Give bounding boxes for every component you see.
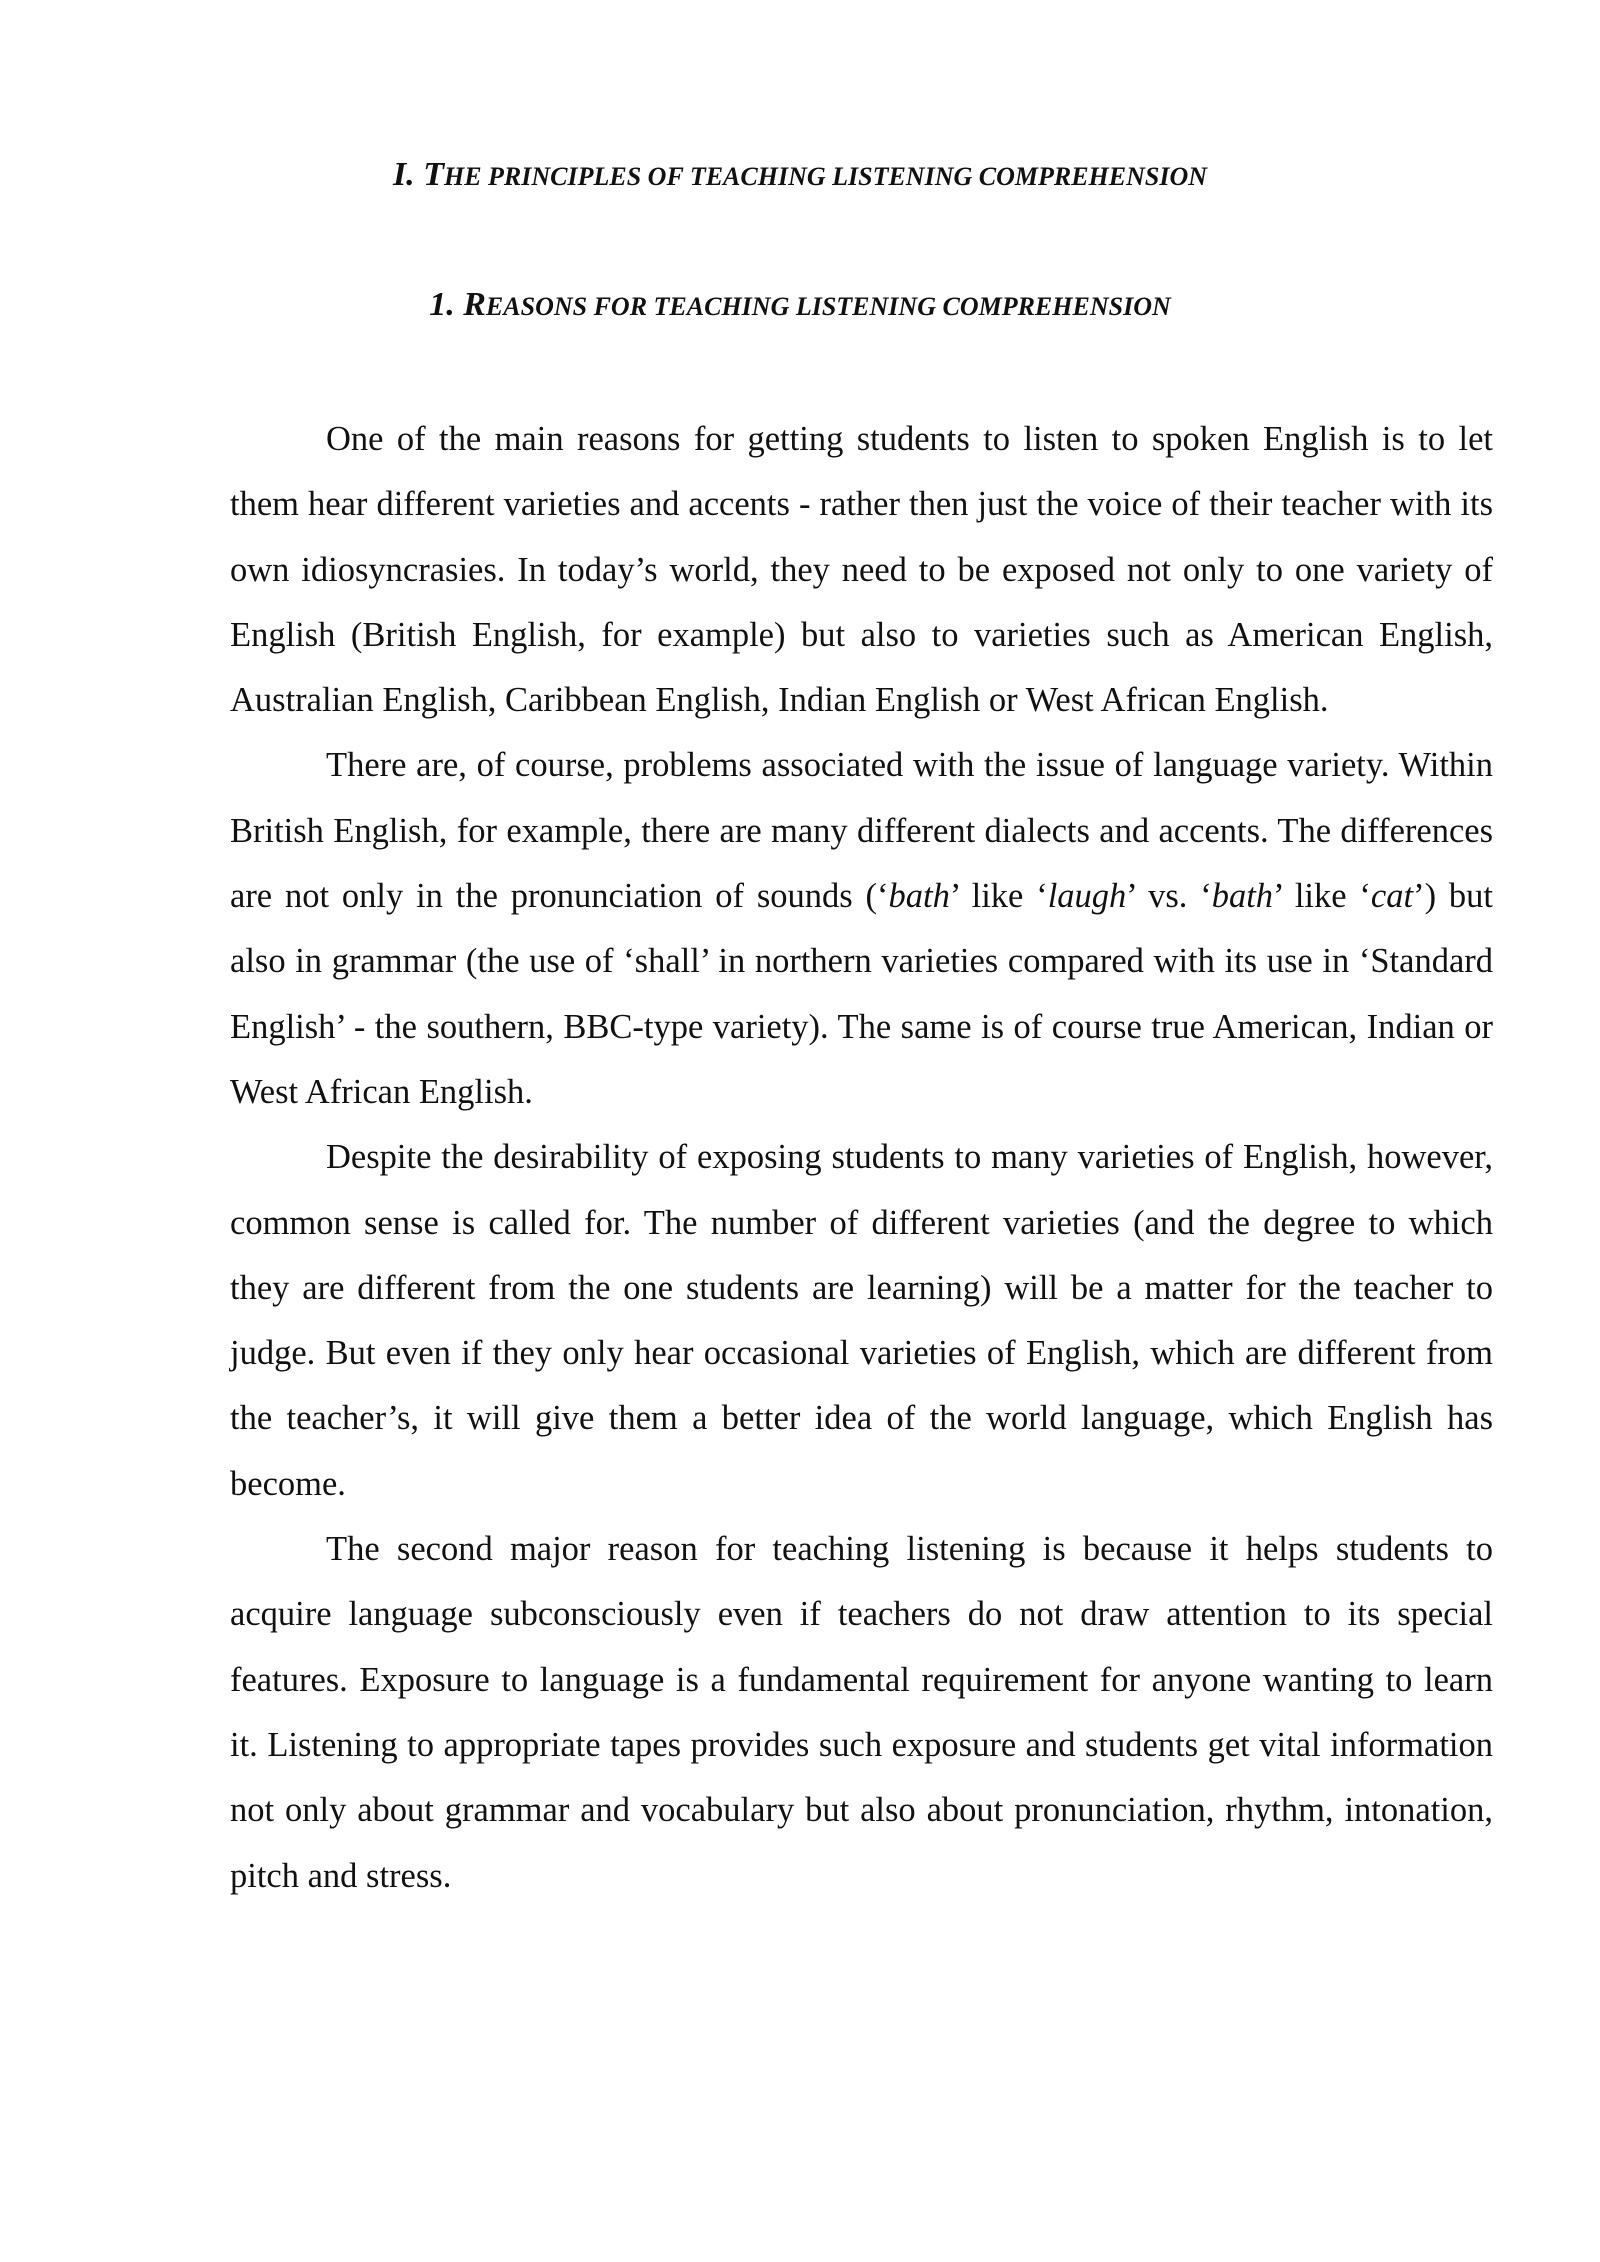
paragraph-2-text: ’ vs. ‘: [1126, 877, 1212, 916]
section-title-rest: EASONS FOR TEACHING LISTENING COMPREHENSION: [485, 292, 1171, 321]
chapter-number: I.: [392, 156, 424, 193]
chapter-heading: [0, 156, 1600, 194]
italic-term: bath: [1211, 877, 1274, 916]
italic-term: laugh: [1047, 877, 1127, 916]
paragraph-2-text: ’) but also in grammar (the use of ‘shall’ in northern varieties compared with its use in ‘Standard English’ - the southern, BBC-type variety). The same is of course true American, Indian or West African English.: [230, 877, 1493, 1111]
paragraph-2-text: ’ like ‘: [949, 877, 1048, 916]
section-heading: [0, 286, 1600, 324]
paragraph-2: [230, 733, 1493, 1125]
italic-term: cat: [1370, 877, 1414, 916]
italic-term: bath: [888, 877, 950, 916]
paragraph-4: The second major reason for teaching listening is because it helps students to acquire language subconsciously even if teachers do not draw attention to its special features. Exposure to language is a fundamental requirement for anyone wanting to learn it. Listening to appropriate tapes provides such exposure and students get vital information not only about grammar and vocabulary but also about pronunciation, rhythm, intonation, pitch and stress.: [230, 1530, 1493, 1895]
section-number: 1.: [429, 286, 464, 323]
chapter-title-initial: T: [423, 156, 444, 193]
paragraph-1: One of the main reasons for getting students to listen to spoken English is to let them hear different varieties and accents - rather then just the voice of their teacher with its own idiosyncrasies. In today’s world, they need to be exposed not only to one variety of English (British English, for example) but also to varieties such as American English, Australian English, Caribbean English, Indian English or West African English.: [230, 420, 1493, 720]
chapter-title-rest: HE PRINCIPLES OF TEACHING LISTENING COMPREHENSION: [443, 162, 1208, 191]
section-title-initial: R: [463, 286, 486, 323]
paragraph-3: Despite the desirability of exposing students to many varieties of English, however, common sense is called for. The number of different varieties (and the degree to which they are different from the one students are learning) will be a matter for the teacher to judge. But even if they only hear occasional varieties of English, which are different from the teacher’s, it will give them a better idea of the world language, which English has become.: [230, 1138, 1493, 1503]
paragraph-2-text: ’ like ‘: [1273, 877, 1371, 916]
body-text: [230, 407, 1493, 1909]
paragraph-2-text: There are, of course, problems associated with the issue of language variety. Within British English, for example, there are many different dialects and accents. The differences are not only in the pronunciation of sounds (‘: [230, 746, 1493, 916]
